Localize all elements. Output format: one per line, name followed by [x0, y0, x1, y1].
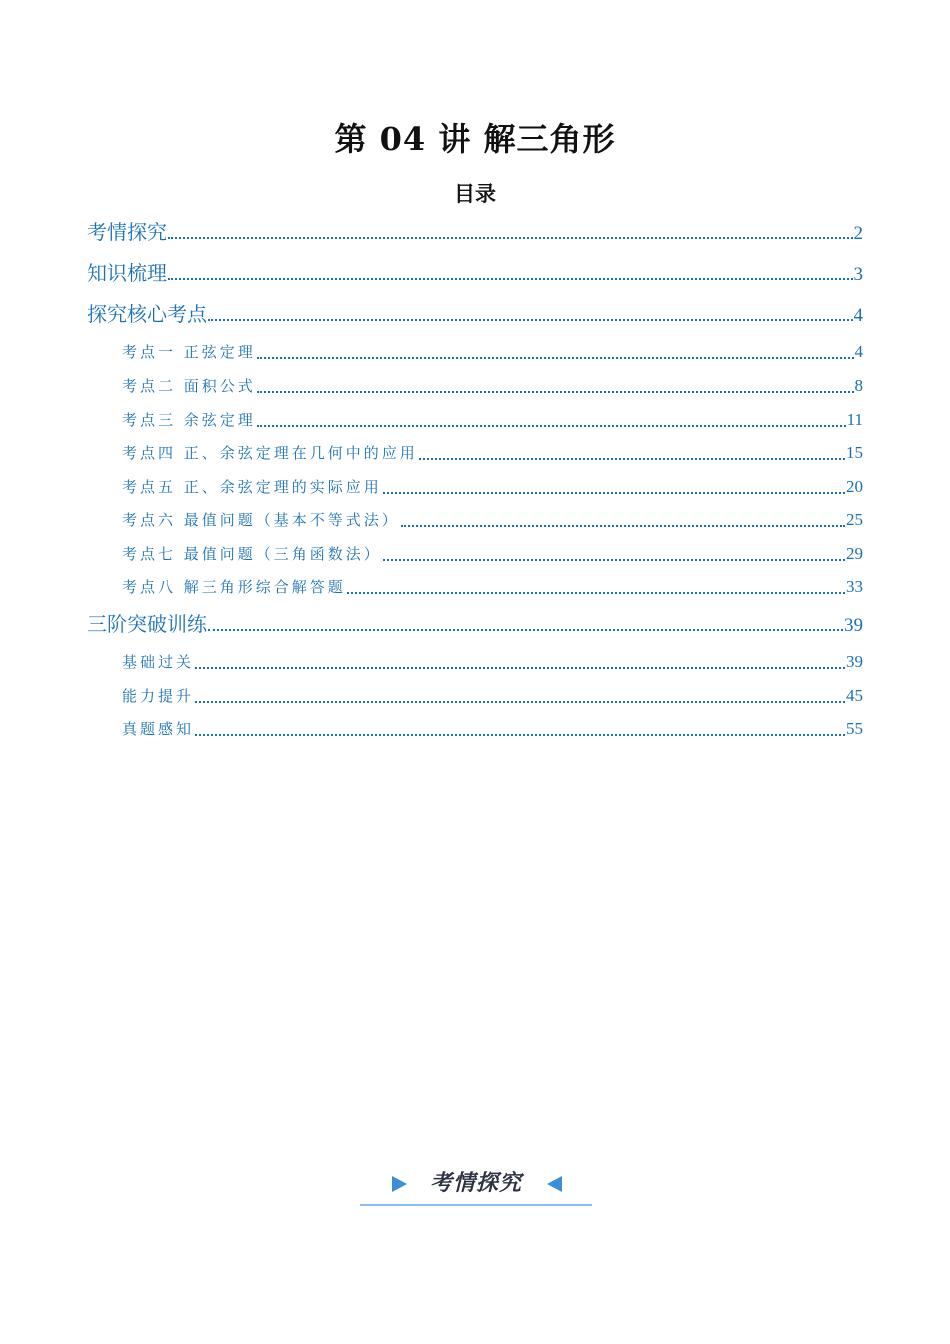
toc-leader-dots: [257, 390, 854, 393]
toc-leader-dots: [383, 558, 845, 561]
toc-leader-dots: [257, 356, 854, 359]
toc-entry-jichu[interactable]: [122, 651, 863, 675]
toc-entry-nengli[interactable]: [122, 685, 863, 709]
toc-entry-label: 基础过关: [122, 653, 195, 671]
toc-entry-label: 真题感知: [122, 720, 195, 738]
toc-leader-dots: [208, 318, 853, 321]
toc-entry-page: 29: [846, 544, 863, 563]
toc-leader-dots: [347, 591, 845, 594]
toc-entry-kaodian-6[interactable]: [122, 509, 863, 533]
play-left-icon: [546, 1175, 564, 1193]
toc-entry-page: 55: [846, 719, 863, 738]
toc-entry-hexin[interactable]: [87, 298, 863, 328]
toc-entry-label: 考点八 解三角形综合解答题: [122, 578, 346, 596]
toc-leader-dots: [383, 491, 845, 494]
toc-entry-label: 考情探究: [87, 220, 167, 244]
toc-heading: 目录: [454, 181, 496, 206]
toc-entry-page: 45: [846, 686, 863, 705]
toc-entry-label: 考点五 正、余弦定理的实际应用: [122, 478, 382, 496]
toc-entry-page: 8: [854, 376, 863, 395]
section-banner-label: 考情探究: [429, 1171, 522, 1196]
section-banner-rule: [360, 1204, 592, 1206]
toc-entry-page: 15: [846, 443, 863, 462]
toc-entry-page: 4: [853, 305, 863, 326]
toc-leader-dots: [208, 628, 843, 631]
toc-entry-zhenti[interactable]: [122, 718, 863, 742]
toc-entry-kaodian-3[interactable]: [122, 409, 863, 433]
toc-entry-label: 考点七 最值问题（三角函数法）: [122, 545, 382, 563]
toc-entry-page: 20: [846, 477, 863, 496]
document-title: 第 04 讲 解三角形: [334, 120, 616, 158]
toc-leader-dots: [168, 277, 853, 280]
toc-entry-zhishi[interactable]: [87, 257, 863, 287]
toc-entry-kaodian-2[interactable]: [122, 375, 863, 399]
toc-entry-label: 考点六 最值问题（基本不等式法）: [122, 511, 400, 529]
toc-entry-page: 3: [853, 264, 863, 285]
toc-entry-label: 三阶突破训练: [87, 612, 207, 636]
section-banner: [360, 1164, 592, 1208]
toc-entry-page: 4: [854, 342, 863, 361]
toc-entry-label: 考点一 正弦定理: [122, 343, 256, 361]
toc-entry-sanjie[interactable]: [87, 608, 863, 638]
toc-entry-kaodian-4[interactable]: [122, 442, 863, 466]
toc-leader-dots: [168, 236, 853, 239]
toc-entry-kaodian-7[interactable]: [122, 543, 863, 567]
toc-entry-label: 知识梳理: [87, 261, 167, 285]
toc-entry-page: 39: [846, 652, 863, 671]
toc-entry-label: 探究核心考点: [87, 302, 207, 326]
toc-entry-label: 能力提升: [122, 687, 195, 705]
toc-leader-dots: [195, 733, 845, 736]
toc-entry-kaodian-1[interactable]: [122, 341, 863, 365]
toc-entry-label: 考点三 余弦定理: [122, 411, 256, 429]
toc-entry-page: 33: [846, 577, 863, 596]
toc-leader-dots: [419, 457, 845, 460]
toc-leader-dots: [195, 700, 845, 703]
toc-entry-page: 11: [846, 410, 863, 429]
toc-entry-page: 2: [853, 223, 863, 244]
toc-leader-dots: [195, 666, 845, 669]
toc-entry-kaodian-5[interactable]: [122, 476, 863, 500]
toc-entry-page: 39: [844, 615, 863, 636]
toc-entry-label: 考点四 正、余弦定理在几何中的应用: [122, 444, 418, 462]
toc-leader-dots: [257, 424, 846, 427]
toc-entry-kaodian-8[interactable]: [122, 576, 863, 600]
toc-leader-dots: [401, 524, 845, 527]
toc-entry-page: 25: [846, 510, 863, 529]
toc-entry-label: 考点二 面积公式: [122, 377, 256, 395]
toc-entry-kaoqing[interactable]: [87, 216, 863, 246]
